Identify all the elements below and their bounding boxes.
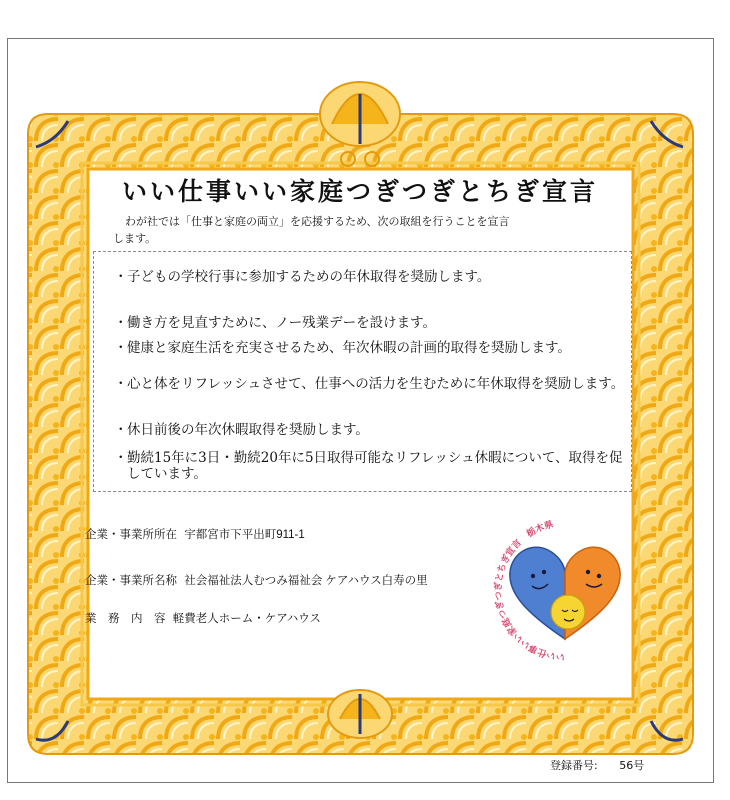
company-business-value: 軽費老人ホーム・ケアハウス — [172, 613, 321, 625]
company-location-value: 宇都宮市下平出町911-1 — [184, 529, 305, 541]
bullet: ・ — [114, 340, 128, 356]
company-name-label: 企業・事業所名称 — [85, 575, 177, 587]
bullet: ・ — [114, 315, 128, 331]
declaration-item — [114, 269, 626, 285]
company-location — [85, 526, 305, 542]
logo-ring-text: いい仕事いい家庭つぎつぎとちぎ宣言 栃木県 — [493, 520, 566, 662]
heart-logo — [488, 514, 643, 664]
declaration-item — [114, 450, 626, 482]
registration-number — [550, 757, 644, 773]
declaration-list — [93, 251, 632, 492]
bullet: ・ — [114, 376, 128, 392]
intro-line-continued: します。 — [113, 232, 157, 245]
declaration-item — [114, 340, 626, 356]
registration-value: 56号 — [619, 759, 645, 772]
declaration-item — [114, 376, 626, 392]
intro-line: わが社では「仕事と家庭の両立」を応援するため、次の取組を行うことを宣言 — [125, 215, 510, 228]
declaration-title: いい仕事いい家庭つぎつぎとちぎ宣言 — [121, 177, 598, 206]
company-business — [85, 610, 321, 626]
bullet: ・ — [114, 269, 128, 285]
declaration-text: 働き方を見直すために、ノー残業デーを設けます。 — [127, 315, 437, 331]
declaration-text: 健康と家庭生活を充実させるため、年次休暇の計画的取得を奨励します。 — [127, 340, 571, 356]
company-name-value: 社会福祉法人むつみ福祉会 ケアハウス白寿の里 — [184, 575, 428, 587]
bullet: ・ — [114, 422, 128, 438]
declaration-text: 休日前後の年次休暇取得を奨励します。 — [127, 422, 369, 438]
registration-label: 登録番号: — [550, 759, 598, 772]
declaration-item — [114, 422, 626, 438]
declaration-item — [114, 315, 626, 331]
company-business-label: 業 務 内 容 — [85, 613, 166, 625]
declaration-text: 子どもの学校行事に参加するための年休取得を奨励します。 — [127, 269, 491, 285]
company-location-label: 企業・事業所所在 — [85, 529, 177, 541]
declaration-text: 心と体をリフレッシュさせて、仕事への活力を生むために年休取得を奨励します。 — [127, 376, 625, 392]
declaration-text: 勤続15年に3日・勤続20年に5日取得可能なリフレッシュ休暇について、取得を促しています。 — [127, 450, 623, 482]
bullet: ・ — [114, 450, 128, 466]
company-name — [85, 572, 428, 588]
